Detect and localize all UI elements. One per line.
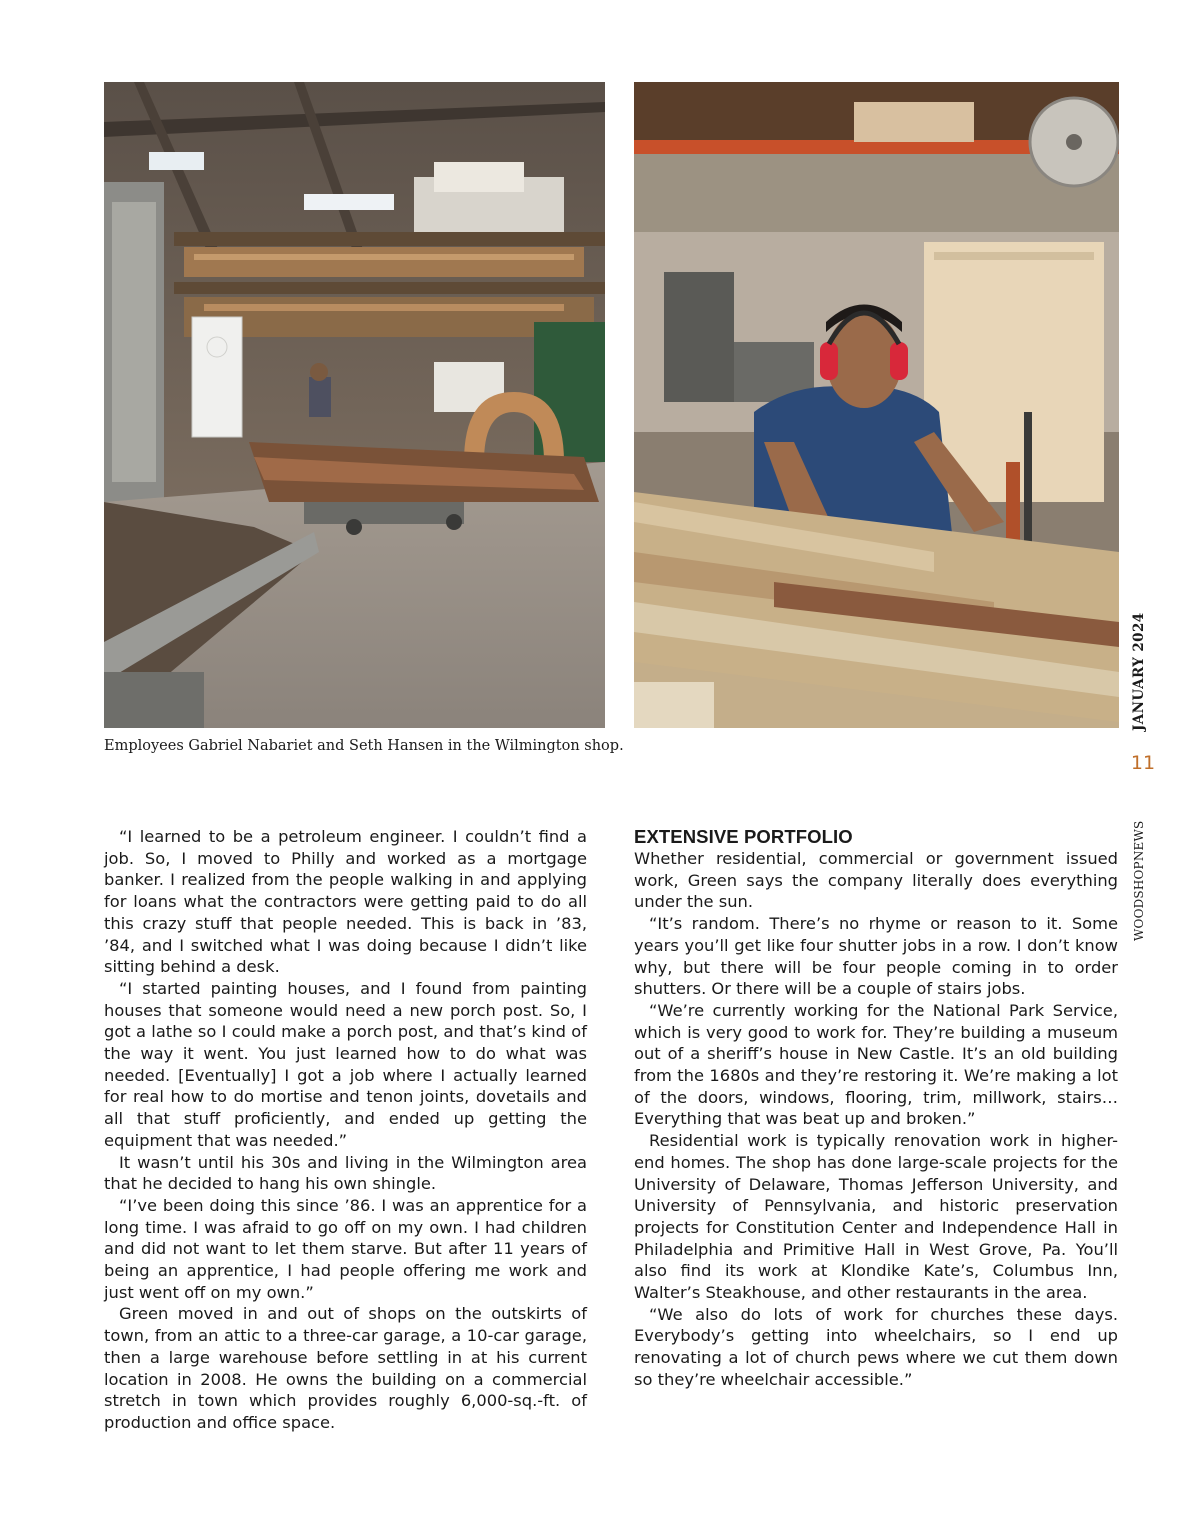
publication-name: WOODSHOPNEWS: [1132, 820, 1146, 941]
section-heading: EXTENSIVE PORTFOLIO: [634, 826, 853, 847]
article-paragraph: “It’s random. There’s no rhyme or reason to it. Some years you’ll get like four shutter jobs in a row. I don’t know why, but there will be four people coming in to order shutters. Or there will be a couple of stairs jobs.: [634, 914, 1118, 999]
article-paragraph: Whether residential, commercial or government issued work, Green says the company literally does everything under the sun.: [634, 849, 1118, 912]
article-paragraph: “We’re currently working for the National Park Service, which is very good to work for. They’re building a museum out of a sheriff’s house in New Castle. It’s an old building from the 1680s and they’re restoring it. We’re making a lot of the doors, windows, flooring, trim, millwork, stairs…Everything that was beat up and broken.”: [634, 1000, 1118, 1129]
article-paragraph: “I learned to be a petroleum engineer. I couldn’t find a job. So, I moved to Philly and worked as a mortgage banker. I realized from the people walking in and applying for loans what the contractors were getting paid to do all this crazy stuff that people needed. This is back in ’83, ’84, and I switched what I was doing because I didn’t like sitting behind a desk.: [104, 827, 587, 977]
worker-illustration: [634, 82, 1119, 728]
article-paragraph: Green moved in and out of shops on the outskirts of town, from an attic to a three-car garage, a 10-car garage, then a large warehouse before settling in at his current location in 2008. He owns the building on a commercial stretch in town which provides roughly 6,000-sq.-ft. of production and office space.: [104, 1304, 587, 1432]
shop-floor-illustration: [104, 82, 605, 728]
left-article-column: [104, 826, 587, 1434]
article-paragraph: “We also do lots of work for churches these days. Everybody’s getting into wheelchairs, so I end up renovating a lot of church pews where we cut them down so they’re wheelchair accessible.”: [634, 1304, 1118, 1389]
photo-caption: Employees Gabriel Nabariet and Seth Hansen in the Wilmington shop.: [104, 738, 624, 754]
page-number: 11: [1130, 752, 1156, 774]
article-paragraph: It wasn’t until his 30s and living in the Wilmington area that he decided to hang his own shingle.: [104, 1152, 587, 1194]
worker-photo: [634, 82, 1119, 728]
shop-floor-photo: [104, 82, 605, 728]
issue-date: JANUARY 2024: [1131, 612, 1147, 731]
article-paragraph: Residential work is typically renovation work in higher-end homes. The shop has done large-scale projects for the University of Delaware, Thomas Jefferson University, and University of Pennsylvania, and historic preservation projects for Constitution Center and Independence Hall in Philadelphia and Primitive Hall in West Grove, Pa. You’ll also find its work at Klondike Kate’s, Columbus Inn, Walter’s Steakhouse, and other restaurants in the area.: [634, 1131, 1118, 1303]
article-paragraph: “I’ve been doing this since ’86. I was an apprentice for a long time. I was afraid to go off on my own. I had children and did not want to let them starve. But after 11 years of being an apprentice, I had people offering me work and just went off on my own.”: [104, 1195, 587, 1302]
right-article-column: [634, 826, 1118, 1391]
article-paragraph: “I started painting houses, and I found from painting houses that someone would need a new porch post. So, I got a lathe so I could make a porch post, and that’s kind of the way it went. You just learned how to do what was needed. [Eventually] I got a job where I actually learned for real how to do mortise and tenon joints, dovetails and all that stuff proficiently, and ended up getting the equipment that was needed.”: [104, 978, 587, 1150]
